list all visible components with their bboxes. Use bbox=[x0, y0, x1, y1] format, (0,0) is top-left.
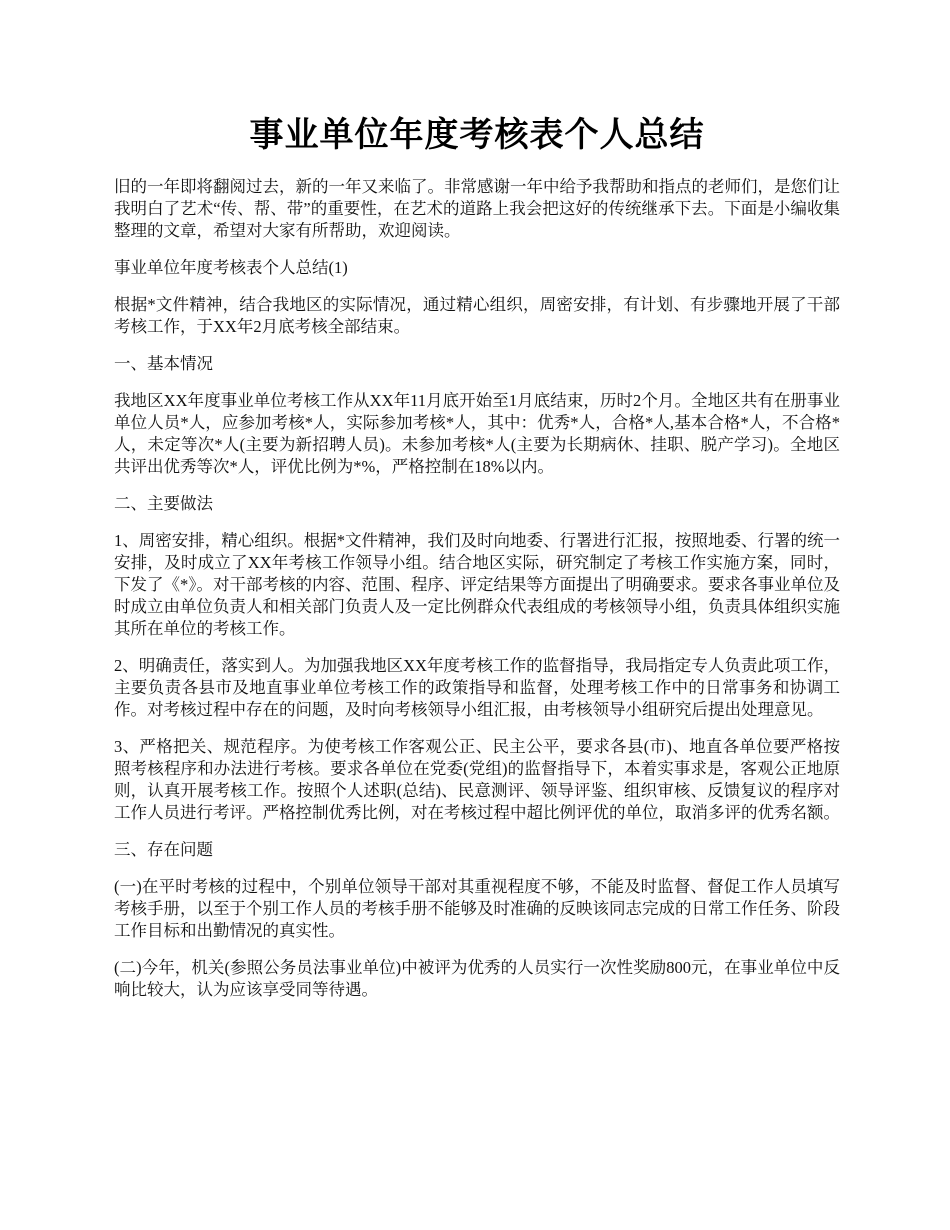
section-heading: 二、主要做法 bbox=[114, 494, 213, 513]
body-paragraph: 根据*文件精神，结合我地区的实际情况，通过精心组织，周密安排，有计划、有步骤地开展了干部考核工作，于XX年2月底考核全部结束。 bbox=[114, 295, 840, 336]
intro-paragraph: 旧的一年即将翻阅过去，新的一年又来临了。非常感谢一年中给予我帮助和指点的老师们，是您们让我明白了艺术“传、帮、带”的重要性，在艺术的道路上我会把这好的传统继承下去。下面是小编收集整理的文章，希望对大家有所帮助，欢迎阅读。 bbox=[114, 177, 840, 240]
section-heading: 三、存在问题 bbox=[114, 840, 213, 859]
body-paragraph: 2、明确责任，落实到人。为加强我地区XX年度考核工作的监督指导，我局指定专人负责此项工作，主要负责各县市及地直事业单位考核工作的政策指导和监督，处理考核工作中的日常事务和协调工作。对考核过程中存在的问题，及时向考核领导小组汇报，由考核领导小组研究后提出处理意见。 bbox=[114, 656, 840, 719]
body-paragraph: 1、周密安排，精心组织。根据*文件精神，我们及时向地委、行署进行汇报，按照地委、行署的统一安排，及时成立了XX年考核工作领导小组。结合地区实际，研究制定了考核工作实施方案，同时，下发了《*》。对干部考核的内容、范围、程序、评定结果等方面提出了明确要求。要求各事业单位及时成立由单位负责人和相关部门负责人及一定比例群众代表组成的考核领导小组，负责具体组织实施其所在单位的考核工作。 bbox=[114, 531, 840, 638]
document-title: 事业单位年度考核表个人总结 bbox=[249, 117, 705, 154]
body-paragraph: 我地区XX年度事业单位考核工作从XX年11月底开始至1月底结束，历时2个月。全地区共有在册事业单位人员*人，应参加考核*人，实际参加考核*人，其中：优秀*人，合格*人,基本合格*人，不合格*人，未定等次*人(主要为新招聘人员)。未参加考核*人(主要为长期病休、挂职、脱产学习)。全地区共评出优秀等次*人，评优比例为*%，严格控制在18%以内。 bbox=[114, 391, 841, 476]
body-paragraph: (一)在平时考核的过程中，个别单位领导干部对其重视程度不够，不能及时监督、督促工作人员填写考核手册，以至于个别工作人员的考核手册不能够及时准确的反映该同志完成的日常工作任务、阶段工作目标和出勤情况的真实性。 bbox=[114, 877, 840, 940]
document-page bbox=[114, 0, 840, 1016]
section-heading: 一、基本情况 bbox=[114, 354, 213, 373]
body-paragraph: 3、严格把关、规范程序。为使考核工作客观公正、民主公平，要求各县(市)、地直各单位要严格按照考核程序和办法进行考核。要求各单位在党委(党组)的监督指导下，本着实事求是，客观公正地原则，认真开展考核工作。按照个人述职(总结)、民意测评、领导评鉴、组织审核、反馈复议的程序对工作人员进行考评。严格控制优秀比例，对在考核过程中超比例评优的单位，取消多评的优秀名额。 bbox=[114, 737, 840, 822]
document-body bbox=[114, 176, 840, 1001]
body-paragraph: (二)今年，机关(参照公务员法事业单位)中被评为优秀的人员实行一次性奖励800元，在事业单位中反响比较大，认为应该享受同等待遇。 bbox=[114, 958, 840, 999]
section-heading: 事业单位年度考核表个人总结(1) bbox=[114, 258, 348, 277]
